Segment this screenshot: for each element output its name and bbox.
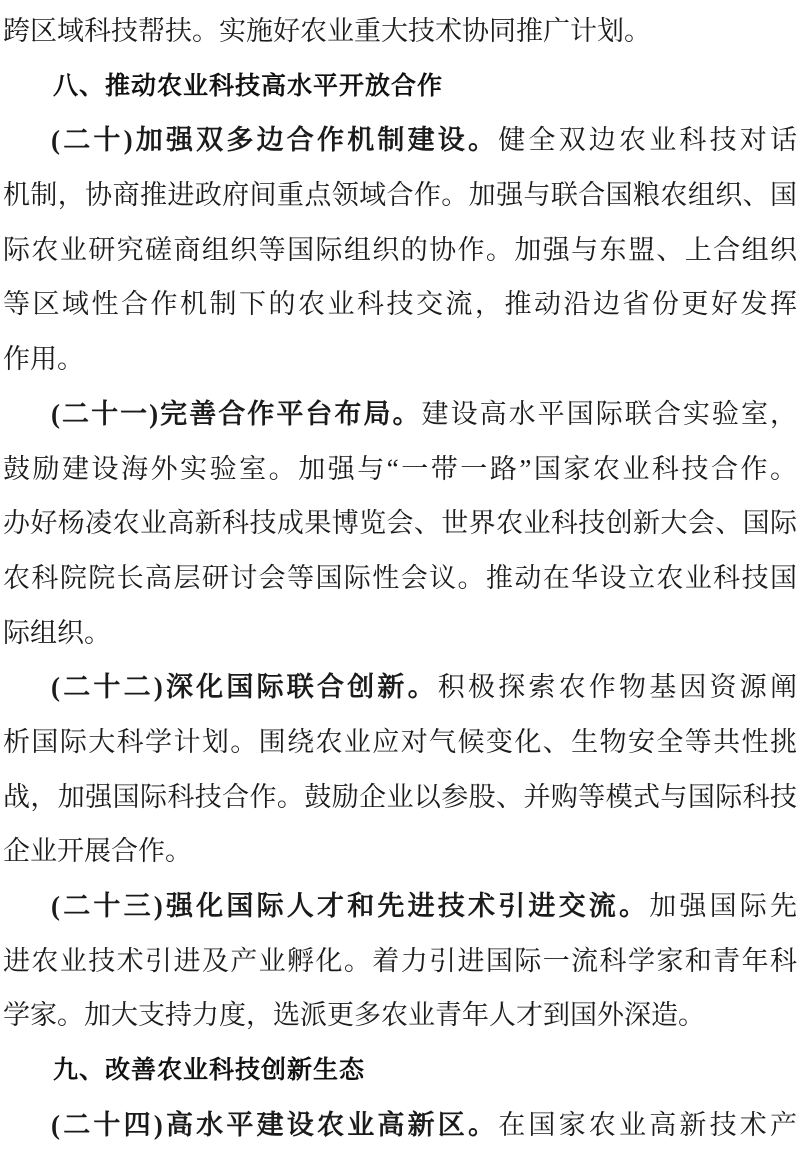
- clause-23-title: (二十三)强化国际人才和先进技术引进交流。: [51, 891, 650, 921]
- clause-23-body-start: 加强国际先: [649, 891, 797, 921]
- body-line: 析国际大科学计划。围绕农业应对气候变化、生物安全等共性挑: [3, 726, 797, 757]
- body-line: 鼓励建设海外实验室。加强与“一带一路”国家农业科技合作。: [3, 453, 797, 484]
- clause-21-start-line: [3, 387, 797, 442]
- body-line: 办好杨凌农业高新科技成果博览会、世界农业科技创新大会、国际: [3, 508, 797, 539]
- paragraph-end-line: 跨区域科技帮扶。实施好农业重大技术协同推广计划。: [3, 16, 651, 46]
- clause-20-title: (二十)加强双多边合作机制建设。: [51, 125, 499, 156]
- clause-21-body-start: 建设高水平国际联合实验室，: [421, 398, 797, 429]
- clause-24-body-start: 在国家农业高新技术产: [498, 1109, 797, 1140]
- body-line: 农科院院长高层研讨会等国际性会议。推动在华设立农业科技国: [3, 562, 797, 593]
- clause-22-start-line: [3, 660, 797, 715]
- paragraph-end-line: 际组织。: [3, 617, 111, 648]
- body-line: 际农业研究磋商组织等国际组织的协作。加强与东盟、上合组织: [3, 234, 797, 265]
- clause-24-start-line: [3, 1098, 797, 1152]
- clause-20-body-start: 健全双边农业科技对话: [498, 125, 797, 156]
- paragraph-end-line: 学家。加大支持力度，选派更多农业青年人才到国外深造。: [3, 1000, 705, 1031]
- body-line: 战，加强国际科技合作。鼓励企业以参股、并购等模式与国际科技: [3, 781, 797, 812]
- body-line: 进农业技术引进及产业孵化。着力引进国际一流科学家和青年科: [3, 945, 797, 976]
- body-line: 机制，协商推进政府间重点领域合作。加强与联合国粮农组织、国: [3, 180, 797, 211]
- paragraph-end-line: 企业开展合作。: [3, 836, 192, 867]
- clause-20-start-line: [3, 113, 797, 168]
- clause-22-title: (二十二)深化国际联合创新。: [51, 672, 438, 703]
- clause-24-title: (二十四)高水平建设农业高新区。: [51, 1109, 499, 1140]
- clause-21-title: (二十一)完善合作平台布局。: [51, 398, 422, 429]
- section-heading-8: 八、推动农业科技高水平开放合作: [53, 71, 444, 100]
- body-line: 等区域性合作机制下的农业科技交流，推动沿边省份更好发挥: [3, 289, 797, 320]
- paragraph-end-line: 作用。: [3, 344, 84, 375]
- clause-22-body-start: 积极探索农作物基因资源阐: [437, 672, 797, 703]
- section-heading-9: 九、改善农业科技创新生态: [53, 1056, 366, 1085]
- clause-23-start-line: [3, 879, 797, 934]
